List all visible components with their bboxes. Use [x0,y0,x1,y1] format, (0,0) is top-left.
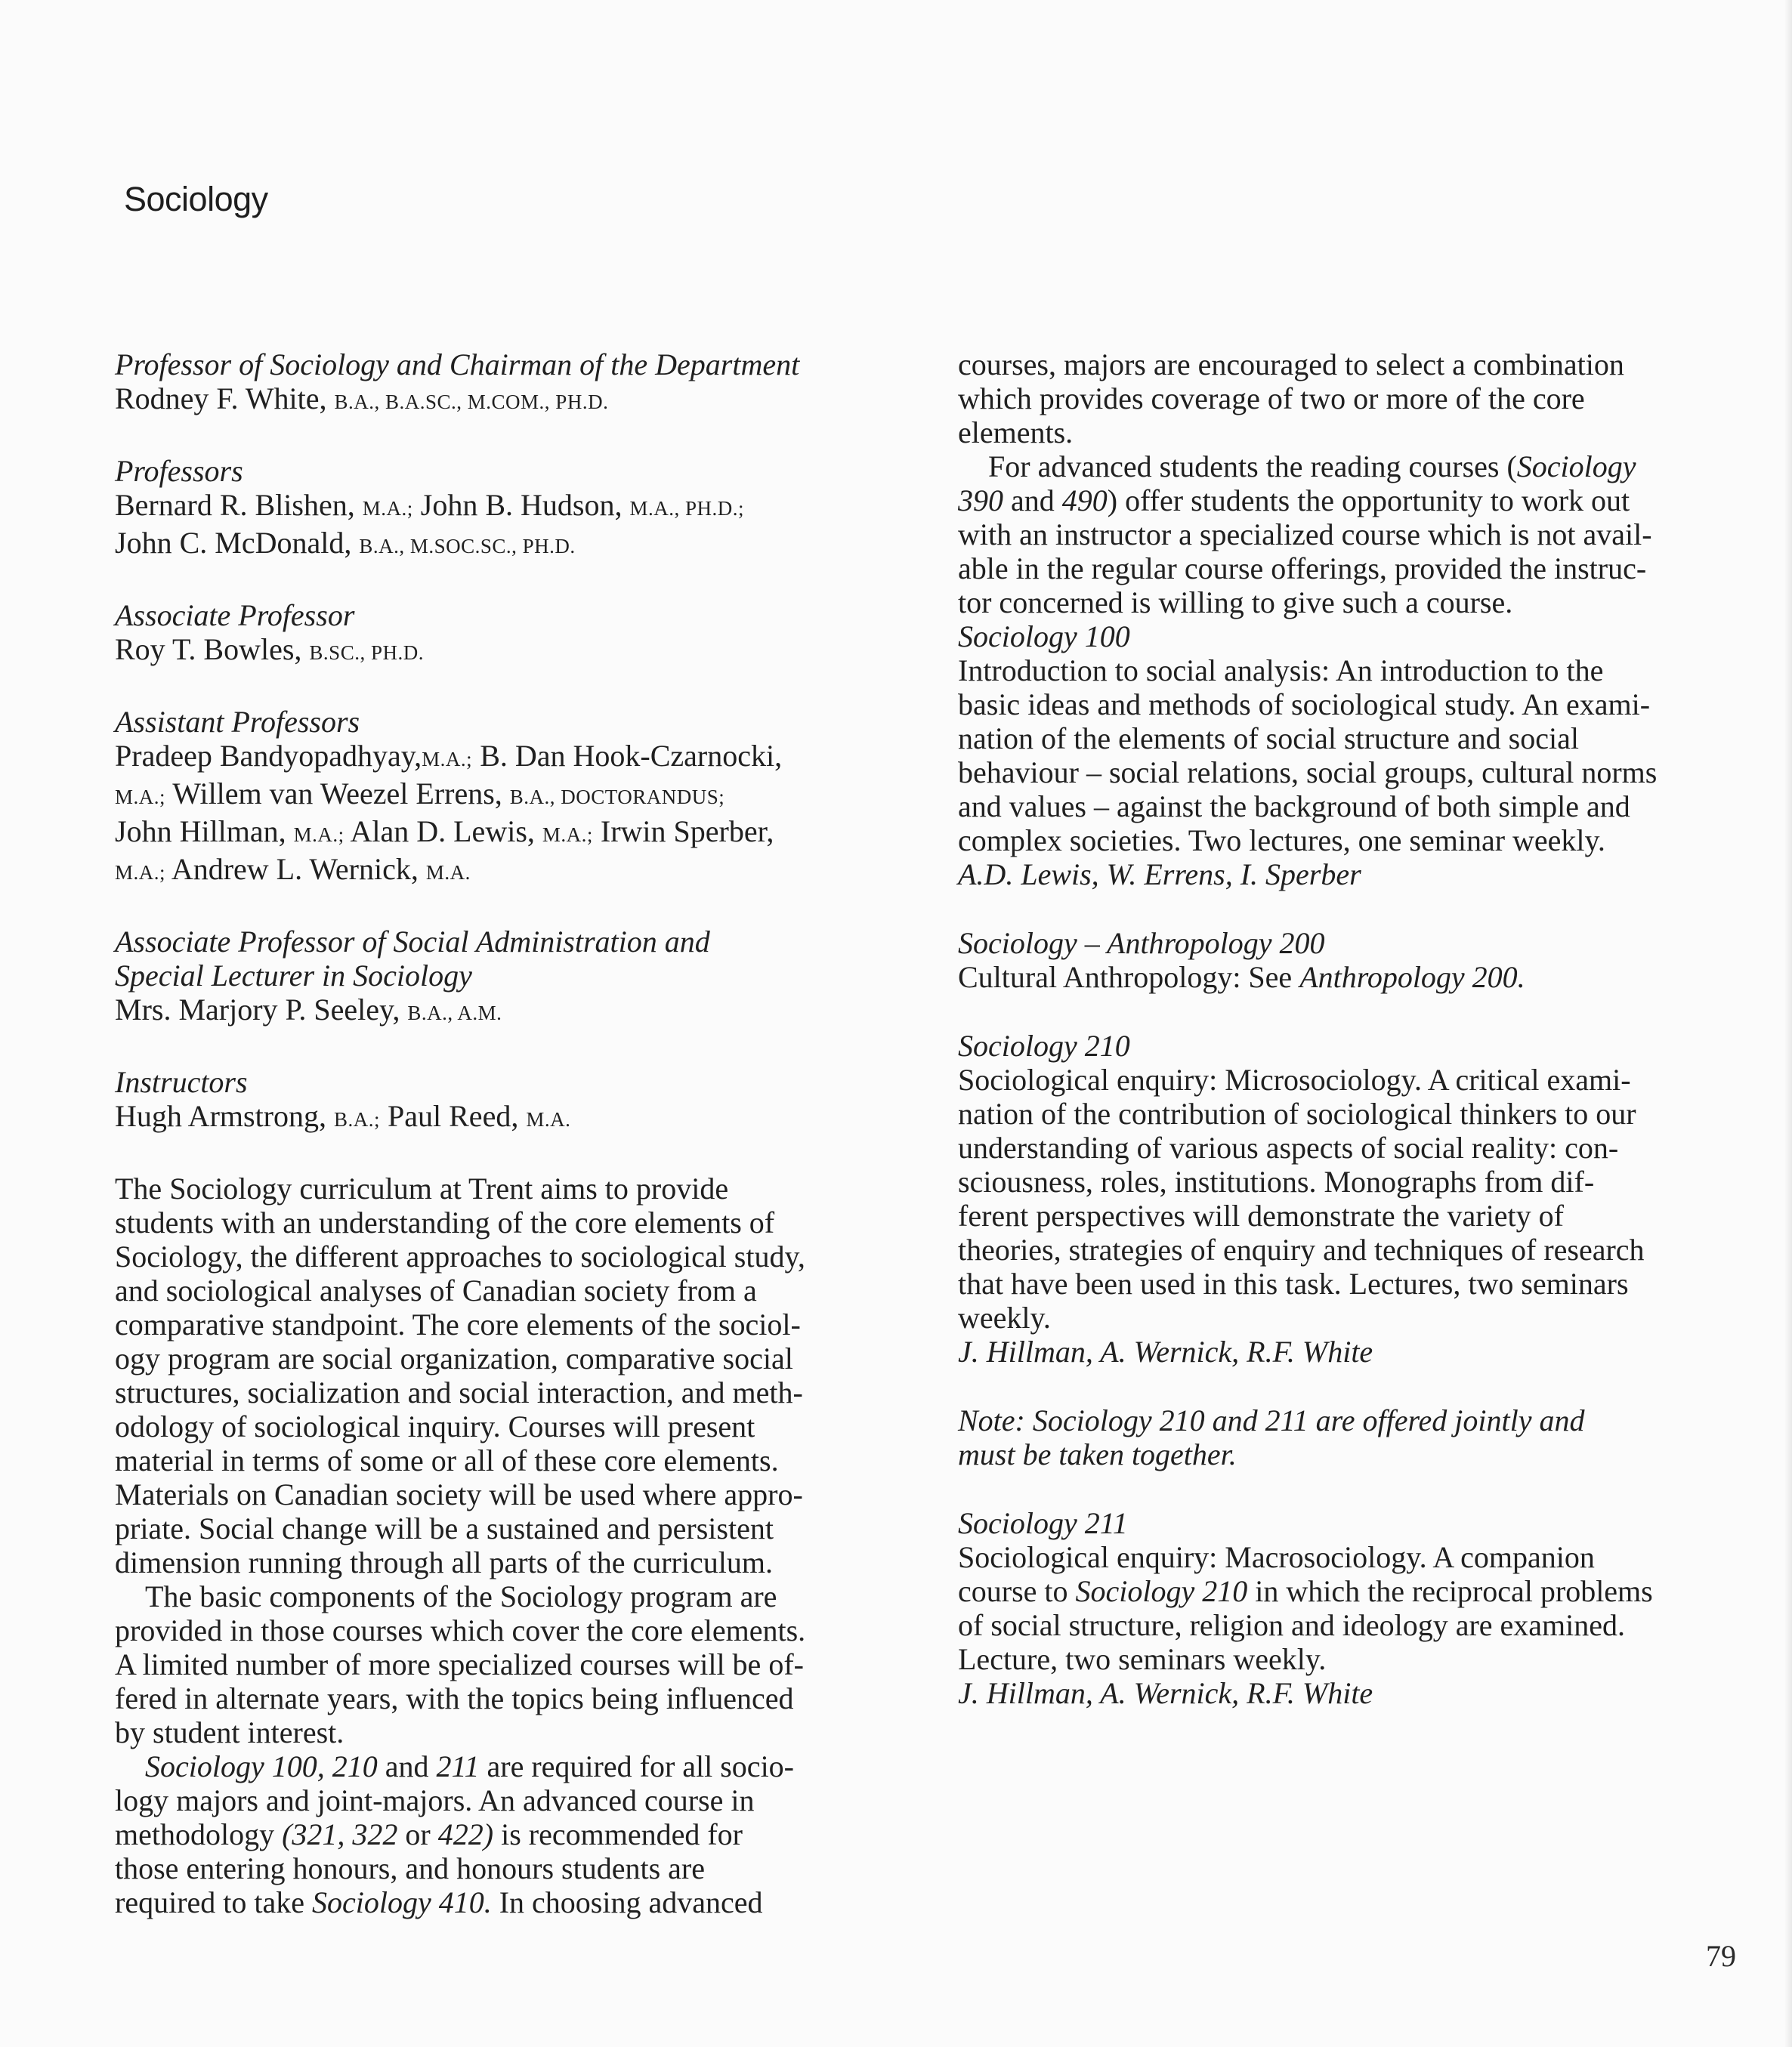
text-line: theories, strategies of enquiry and techniques of research [958,1233,1645,1267]
text-line: priate. Social change will be a sustained and persistent [115,1511,774,1545]
text-line: courses, majors are encouraged to select a combination [958,347,1624,381]
faculty-title: Associate Professor of Social Administration and [115,925,710,959]
text-line: tor concerned is willing to give such a course. [958,585,1513,619]
faculty-degrees: M.A. [526,1108,571,1131]
text-line [115,1817,904,1851]
course-instructors: J. Hillman, A. Wernick, R.F. White [958,1676,1373,1710]
faculty-degrees: B.A., DOCTORANDUS; [509,786,725,808]
course-ref: 490 [1061,483,1108,517]
faculty-entry [115,488,904,526]
faculty-chair [115,347,904,419]
course-ref: Sociology 410. [312,1885,492,1919]
faculty-name: Paul Reed, [388,1099,519,1133]
faculty-title: Associate Professor [115,598,355,632]
text-line: that have been used in this task. Lectures, two seminars [958,1267,1629,1301]
faculty-name: Bernard R. Blishen, [115,488,355,522]
faculty-entry [115,526,904,563]
faculty-degrees: B.A., A.M. [407,1002,502,1024]
text-line: comparative standpoint. The core elements of the sociol- [115,1308,801,1342]
text-line: Sociological enquiry: Microsociology. A critical exami- [958,1063,1631,1097]
text-line: of social structure, religion and ideology are examined. [958,1608,1626,1642]
right-column [958,347,1744,1745]
faculty-degrees: M.A.; [422,748,473,770]
text-line: dimension running through all parts of the curriculum. [115,1545,773,1579]
faculty-entry [115,381,904,419]
curriculum-paragraph-4 [958,449,1744,619]
faculty-degrees: M.A.; [115,861,166,884]
faculty-degrees: M.A.; [542,823,593,846]
curriculum-paragraph-1 [115,1172,904,1579]
faculty-entry [115,739,904,777]
text-fragment: course to [958,1574,1076,1608]
text-line: ferent perspectives will demonstrate the variety of [958,1199,1564,1233]
course-sociology-100 [958,619,1744,891]
text-line: Introduction to social analysis: An introduction to the [958,653,1604,687]
course-title: Sociology 210 [958,1029,1130,1063]
text-fragment: and [377,1749,437,1783]
text-line: able in the regular course offerings, provided the instruc- [958,551,1647,585]
course-instructors: J. Hillman, A. Wernick, R.F. White [958,1335,1373,1369]
page-number: 79 [1706,1939,1736,1973]
faculty-entry [115,852,904,890]
curriculum-paragraph-3 [115,1749,904,1919]
text-fragment: methodology [115,1817,283,1851]
course-sociology-210 [958,1029,1744,1369]
text-fragment: is recommended for [493,1817,743,1851]
text-line: those entering honours, and honours students are [115,1851,705,1885]
text-line [115,1749,904,1783]
faculty-name: Roy T. Bowles, [115,632,302,666]
faculty-title: Professors [115,454,243,488]
text-line: nation of the contribution of sociological thinkers to our [958,1097,1636,1131]
faculty-name: John B. Hudson, [420,488,623,522]
text-line: nation of the elements of social structure and social [958,721,1579,755]
faculty-degrees: M.A.; [362,497,413,520]
faculty-name: Mrs. Marjory P. Seeley, [115,993,400,1027]
text-line [958,1574,1744,1608]
text-line: sciousness, roles, institutions. Monographs from dif- [958,1165,1595,1199]
text-line: The basic components of the Sociology program are [145,1579,777,1613]
text-line: which provides coverage of two or more of the core [958,381,1585,415]
faculty-professors [115,454,904,563]
text-line: Sociology, the different approaches to sociological study, [115,1240,805,1274]
text-line: basic ideas and methods of sociological study. An exami- [958,687,1651,721]
note-line: must be taken together. [958,1437,1237,1471]
course-ref: 390 [958,483,1003,517]
course-ref: Sociology 210 [1075,1574,1248,1608]
faculty-name: Rodney F. White, [115,381,327,415]
page-edge-shadow [1784,0,1792,2047]
faculty-name: Willem van Weezel Errens, [172,777,502,810]
faculty-degrees: B.A., B.A.SC., M.COM., PH.D. [334,391,609,413]
text-line: students with an understanding of the core elements of [115,1206,775,1240]
text-fragment: For advanced students the reading courses ( [988,449,1517,483]
faculty-title: Special Lecturer in Sociology [115,959,472,993]
faculty-title: Professor of Sociology and Chairman of the Department [115,347,800,381]
course-ref: Sociology [1516,449,1636,483]
faculty-title: Assistant Professors [115,705,360,739]
text-line: by student interest. [115,1715,344,1749]
faculty-degrees: M.A.; [115,786,166,808]
faculty-name: Alan D. Lewis, [350,814,535,848]
section-title: Sociology [124,180,268,218]
curriculum-paragraph-3-continued [958,347,1744,449]
course-sociology-anthropology-200 [958,926,1744,994]
course-ref: 211 [436,1749,480,1783]
text-line: weekly. [958,1301,1051,1335]
course-title: Sociology 211 [958,1506,1128,1540]
left-column [115,347,904,1919]
course-ref: 422) [437,1817,494,1851]
note-line: Note: Sociology 210 and 211 are offered jointly and [958,1403,1585,1437]
curriculum-paragraph-2 [115,1579,904,1749]
text-line: elements. [958,415,1074,449]
faculty-name: Pradeep Bandyopadhyay, [115,739,422,773]
faculty-social-admin [115,925,904,1030]
text-line: odology of sociological inquiry. Courses will present [115,1409,755,1443]
faculty-degrees: M.A.; [293,823,344,846]
faculty-degrees: M.A. [425,861,471,884]
text-fragment: or [397,1817,438,1851]
faculty-name: John C. McDonald, [115,526,352,560]
text-line: Materials on Canadian society will be used where appro- [115,1477,803,1511]
faculty-degrees: B.SC., PH.D. [309,641,424,664]
faculty-degrees: B.A.; [334,1108,381,1131]
text-line [958,449,1744,483]
text-line: A limited number of more specialized courses will be of- [115,1647,804,1681]
faculty-associate [115,598,904,670]
text-fragment: required to take [115,1885,312,1919]
text-line: with an instructor a specialized course which is not avail- [958,517,1652,551]
text-line: fered in alternate years, with the topics being influenced [115,1681,794,1715]
text-line: understanding of various aspects of social reality: con- [958,1131,1619,1165]
text-line: Sociological enquiry: Macrosociology. A companion [958,1540,1595,1574]
text-line: ogy program are social organization, comparative social [115,1342,793,1375]
faculty-title: Instructors [115,1065,248,1099]
course-title: Sociology – Anthropology 200 [958,926,1325,960]
course-note [958,1403,1744,1471]
faculty-assistant [115,705,904,890]
course-ref: (321, 322 [282,1817,398,1851]
faculty-instructors [115,1065,904,1137]
faculty-entry [115,1099,904,1137]
course-ref: Sociology 100, 210 [145,1749,378,1783]
faculty-name: John Hillman, [115,814,286,848]
faculty-entry [115,993,904,1030]
text-line: and sociological analyses of Canadian society from a [115,1274,757,1308]
faculty-entry [115,814,904,852]
text-line: and values – against the background of both simple and [958,789,1630,823]
text-line: The Sociology curriculum at Trent aims to provide [115,1172,729,1206]
faculty-name: Hugh Armstrong, [115,1099,326,1133]
text-line: material in terms of some or all of these core elements. [115,1443,779,1477]
text-fragment: Cultural Anthropology: See [958,960,1300,994]
course-sociology-211 [958,1506,1744,1710]
faculty-name: Andrew L. Wernick, [171,852,419,886]
text-fragment: ) offer students the opportunity to work out [1107,483,1630,517]
course-title: Sociology 100 [958,619,1130,653]
text-fragment: are required for all socio- [479,1749,794,1783]
text-fragment: in which the reciprocal problems [1247,1574,1653,1608]
faculty-degrees: B.A., M.SOC.SC., PH.D. [359,535,576,557]
text-line [115,1885,904,1919]
text-line: logy majors and joint-majors. An advanced course in [115,1783,755,1817]
course-ref: Anthropology 200. [1299,960,1525,994]
text-line: provided in those courses which cover the core elements. [115,1613,806,1647]
course-instructors: A.D. Lewis, W. Errens, I. Sperber [958,857,1361,891]
faculty-degrees: M.A., PH.D.; [629,497,744,520]
faculty-entry [115,777,904,814]
faculty-entry [115,632,904,670]
text-fragment: and [1003,483,1062,517]
text-line [958,960,1744,994]
text-line: behaviour – social relations, social groups, cultural norms [958,755,1658,789]
text-line: complex societies. Two lectures, one seminar weekly. [958,823,1605,857]
text-line: structures, socialization and social interaction, and meth- [115,1375,803,1409]
text-line: Lecture, two seminars weekly. [958,1642,1327,1676]
faculty-name: B. Dan Hook-Czarnocki, [480,739,783,773]
text-fragment: In choosing advanced [491,1885,763,1919]
text-line [958,483,1744,517]
faculty-name: Irwin Sperber, [600,814,774,848]
